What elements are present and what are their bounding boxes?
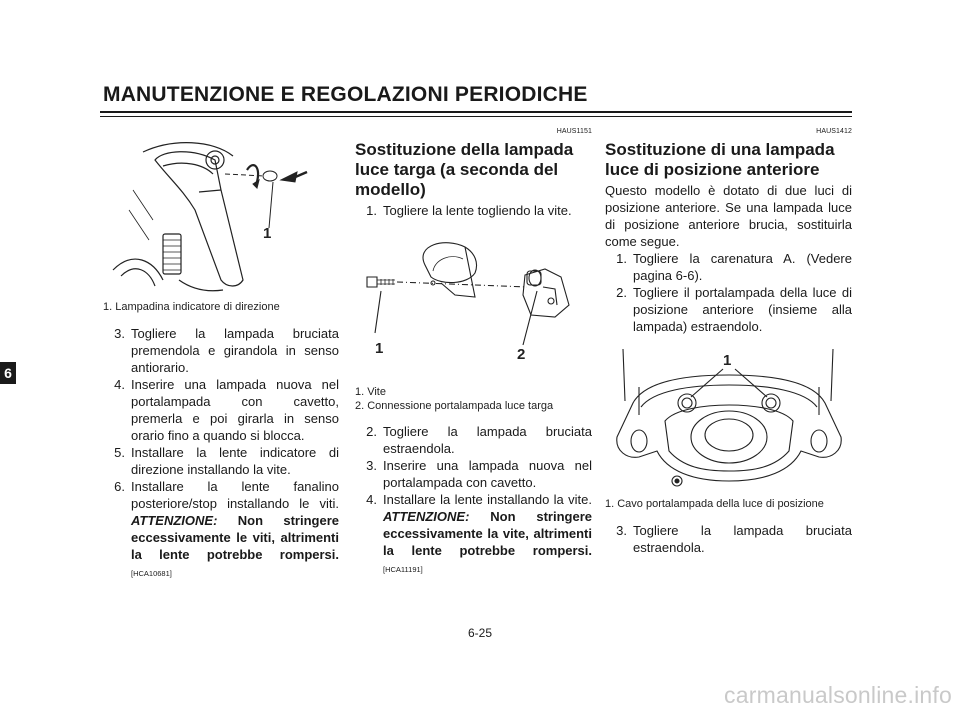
- title-rule: [100, 111, 852, 113]
- steps-list: [103, 325, 339, 582]
- reference-code: [HCA10681]: [131, 569, 172, 578]
- list-item: 3. Inserire una lampada nuova nel portalampada con cavetto.: [366, 458, 592, 490]
- figure-caption: 1. Cavo portalampada della luce di posizione: [605, 498, 824, 510]
- list-item: 6. Installare la lente fanalino posteriore/stop installando le viti. ATTENZIONE: Non stringere eccessivamente le viti, altrimenti la lente potrebbe rompersi. [HCA10681]: [114, 479, 339, 578]
- steps-list: [355, 423, 592, 578]
- list-item: 4. Installare la lente installando la vite. ATTENZIONE: Non stringere eccessivamente la vite, altrimenti la lente potrebbe rompersi. [HCA11191]: [366, 492, 592, 574]
- figure-callout-2: 2: [517, 346, 526, 363]
- position-light-figure: [605, 341, 852, 491]
- column-2: [355, 127, 592, 578]
- section-title: Sostituzione di una lampada luce di posizione anteriore: [605, 140, 835, 179]
- figure-caption: 1. Vite 2. Connessione portalampada luce targa: [355, 386, 554, 412]
- figure-callout-1: 1: [723, 352, 732, 369]
- chapter-tab: 6: [0, 362, 16, 384]
- figure-callout-1: 1: [263, 225, 272, 242]
- section-title: Sostituzione della lampada luce targa (a seconda del modello): [355, 140, 574, 199]
- list-item: 1. Togliere la lente togliendo la vite.: [366, 203, 572, 218]
- list-item: 5. Installare la lente indicatore di direzione installando la vite.: [114, 445, 339, 477]
- turn-signal-figure: [103, 130, 339, 292]
- page-title: MANUTENZIONE E REGOLAZIONI PERIODICHE: [103, 83, 588, 106]
- column-1: [103, 130, 339, 582]
- list-item: 3. Togliere la lampada bruciata premendola e girandola in senso antiorario.: [114, 326, 339, 375]
- warning-label: ATTENZIONE:: [383, 509, 470, 524]
- steps-list-intro: [355, 202, 592, 219]
- watermark: carmanualsonline.info: [724, 682, 952, 708]
- figure-callout-1: 1: [375, 340, 384, 357]
- warning-text: Non stringere eccessivamente le viti, altrimenti la lente potrebbe rompersi.: [131, 513, 339, 562]
- license-light-figure: [355, 225, 592, 375]
- intro-paragraph: Questo modello è dotato di due luci di posizione anteriore. Se una lampada luce di posizione anteriore brucia, sostituirla come segue.: [605, 183, 852, 249]
- list-item: 2. Togliere il portalampada della luce di posizione anteriore (insieme alla lampada) estraendolo.: [616, 285, 852, 334]
- title-rule-thin: [100, 116, 852, 117]
- page-number: 6-25: [467, 626, 493, 640]
- steps-list: [605, 250, 852, 335]
- section-code: HAUS1412: [816, 128, 852, 135]
- warning-label: ATTENZIONE:: [131, 513, 218, 528]
- list-item: 3. Togliere la lampada bruciata estraendola.: [616, 523, 852, 555]
- reference-code: [HCA11191]: [383, 565, 423, 574]
- list-item: 1. Togliere la carenatura A. (Vedere pagina 6-6).: [616, 251, 852, 283]
- warning-text: Non stringere eccessivamente la vite, altrimenti la lente potrebbe rompersi.: [383, 509, 592, 558]
- list-item: 2. Togliere la lampada bruciata estraendola.: [366, 424, 592, 456]
- figure-caption: 1. Lampadina indicatore di direzione: [103, 301, 280, 313]
- list-item: 4. Inserire una lampada nuova nel portalampada con cavetto, premerla e poi girarla in senso orario fino a quando si blocca.: [114, 377, 339, 443]
- steps-list-after: [605, 522, 852, 556]
- column-3: [605, 127, 852, 556]
- section-code: HAUS1151: [556, 128, 592, 135]
